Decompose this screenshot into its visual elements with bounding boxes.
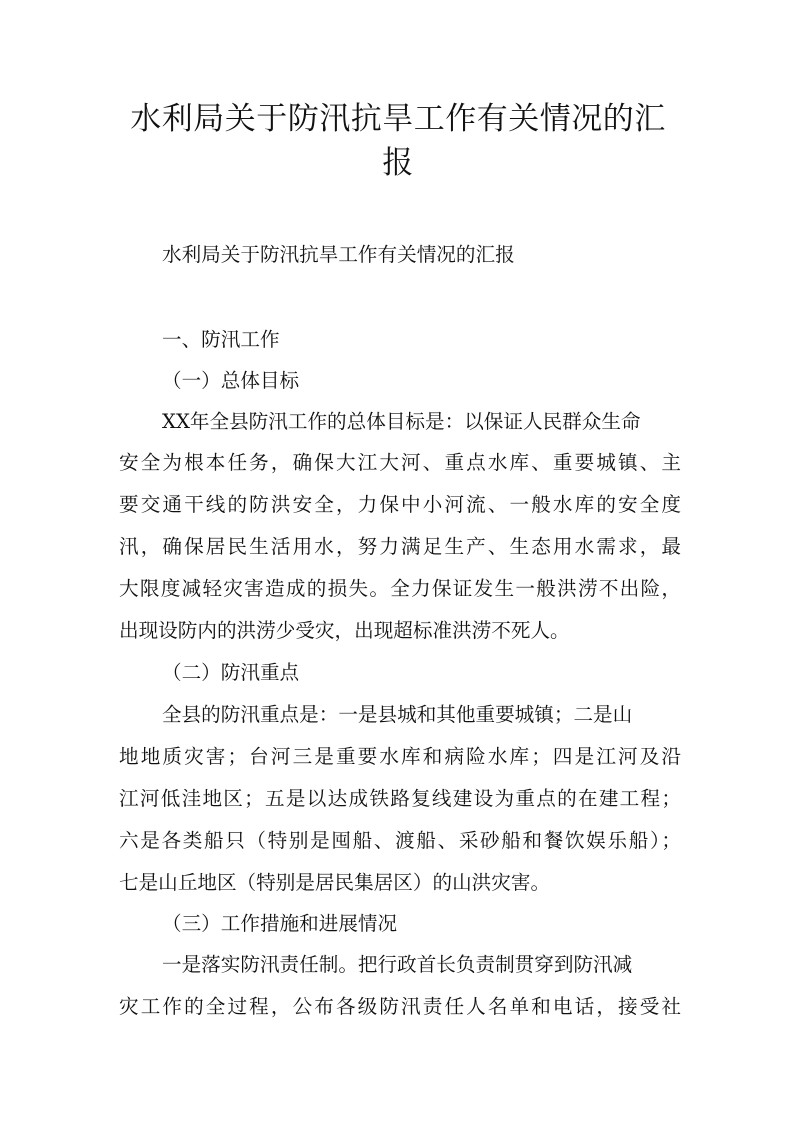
paragraph-line: 汛，确保居民生活用水，努力满足生产、生态用水需求，最 <box>119 535 681 558</box>
document-title: 水利局关于防汛抗旱工作有关情况的汇报 <box>130 101 666 181</box>
paragraph-line: 出现设防内的洪涝少受灾，出现超标准洪涝不死人。 <box>119 619 570 642</box>
paragraph-line: 安全为根本任务，确保大江大河、重点水库、重要城镇、主 <box>119 451 681 474</box>
document-subtitle: 水利局关于防汛抗旱工作有关情况的汇报 <box>162 243 515 266</box>
paragraph-line: 一是落实防汛责任制。把行政首长负责制贯穿到防汛减 <box>162 953 633 976</box>
subsection-heading-overall-goal: （一）总体目标 <box>162 369 300 392</box>
subsection-heading-flood-priorities: （二）防汛重点 <box>162 661 300 684</box>
paragraph-line: 江河低洼地区；五是以达成铁路复线建设为重点的在建工程； <box>119 787 681 810</box>
paragraph-line: XX年全县防汛工作的总体目标是：以保证人民群众生命 <box>162 410 641 433</box>
paragraph-line: 要交通干线的防洪安全，力保中小河流、一般水库的安全度 <box>119 493 681 516</box>
paragraph-line: 全县的防汛重点是：一是县城和其他重要城镇；二是山 <box>162 703 633 726</box>
paragraph-line: 地地质灾害；台河三是重要水库和病险水库；四是江河及沿 <box>119 745 681 768</box>
paragraph-line: 大限度减轻灾害造成的损失。全力保证发生一般洪涝不出险， <box>119 577 681 600</box>
section-heading-flood-control: 一、防汛工作 <box>162 328 280 351</box>
subsection-heading-measures-progress: （三）工作措施和进展情况 <box>162 912 398 935</box>
paragraph-line: 灾工作的全过程，公布各级防汛责任人名单和电话，接受社 <box>119 995 681 1018</box>
paragraph-line: 七是山丘地区（特别是居民集居区）的山洪灾害。 <box>119 871 551 894</box>
paragraph-line: 六是各类船只（特别是囤船、渡船、采砂船和餐饮娱乐船）； <box>119 829 681 852</box>
